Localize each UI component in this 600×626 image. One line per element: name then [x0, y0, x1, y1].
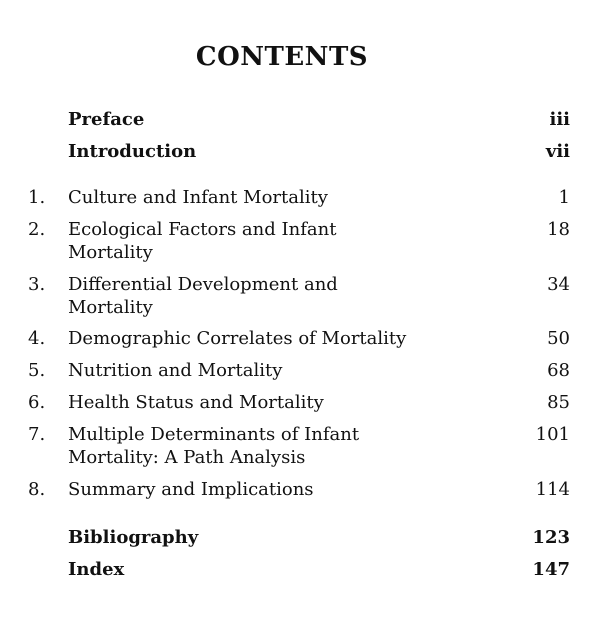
chapter-number: 7. [28, 424, 46, 445]
toc-entry-title: Index [68, 559, 125, 580]
toc-entry-page: 85 [547, 392, 570, 413]
toc-entry-page: 18 [547, 219, 570, 240]
toc-entry-title: Demographic Correlates of Mortality [68, 328, 407, 349]
toc-entry-page: 68 [547, 360, 570, 381]
toc-entry-title: Health Status and Mortality [68, 392, 324, 413]
chapter-number: 5. [28, 360, 46, 381]
chapter-number: 3. [28, 274, 46, 295]
toc-entry-page: 114 [535, 479, 570, 500]
toc-entry-title-line: Ecological Factors and Infant [68, 219, 337, 240]
chapter-number: 6. [28, 392, 46, 413]
toc-entry-title [68, 273, 448, 319]
toc-entry-page: 34 [547, 274, 570, 295]
toc-entry-title [68, 218, 448, 264]
page-title: CONTENTS [195, 42, 369, 72]
toc-entry-title-line: Mortality: A Path Analysis [68, 447, 306, 468]
toc-entry-title: Introduction [68, 141, 197, 162]
toc-entry-page: 1 [558, 187, 570, 208]
toc-entry-page: 147 [532, 559, 570, 580]
chapter-number: 1. [28, 187, 46, 208]
toc-entry-title: Summary and Implications [68, 479, 314, 500]
toc-entry-title [68, 423, 448, 469]
chapter-number: 2. [28, 219, 46, 240]
toc-entry-page: iii [549, 109, 570, 130]
toc-entry-title-line: Mortality [68, 242, 153, 263]
toc-entry-page: 50 [547, 328, 570, 349]
toc-entry-page: 123 [532, 527, 570, 548]
toc-entry-title: Nutrition and Mortality [68, 360, 283, 381]
toc-entry-page: vii [545, 141, 570, 162]
toc-entry-page: 101 [535, 424, 570, 445]
toc-entry-title-line: Mortality [68, 297, 153, 318]
toc-entry-title: Bibliography [68, 527, 199, 548]
toc-entry-title-line: Differential Development and [68, 274, 338, 295]
toc-entry-title-line: Multiple Determinants of Infant [68, 424, 360, 445]
chapter-number: 4. [28, 328, 46, 349]
toc-entry-title: Preface [68, 109, 145, 130]
toc-entry-title: Culture and Infant Mortality [68, 187, 328, 208]
chapter-number: 8. [28, 479, 46, 500]
